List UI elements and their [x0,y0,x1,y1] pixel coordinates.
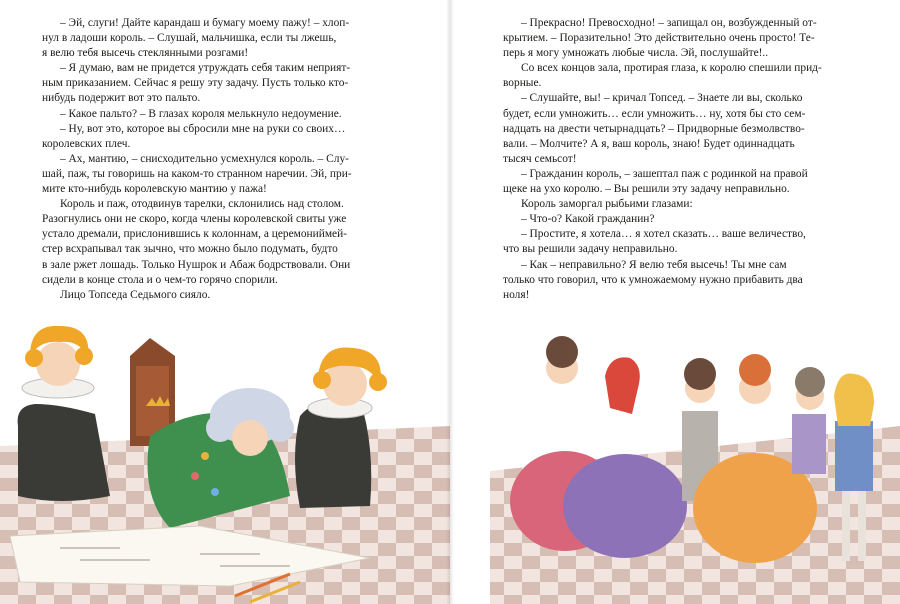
paragraph-line: что вы решили задачу неправильно. [503,243,678,256]
paragraph-line: я велю тебя высечь стеклянными розгами! [42,47,249,60]
right-paragraph-3 [503,91,877,166]
right-paragraph-1 [503,16,877,61]
paragraph-first-line: – Ах, мантию, – снисходительно усмехнулся король. – Слу- [60,152,349,165]
paragraph-first-line: Король и паж, отодвинув тарелки, склонились над столом. [60,198,344,211]
left-paragraph-6 [42,197,419,288]
left-paragraph-2 [42,61,419,106]
left-paragraph-1 [42,16,419,61]
paragraph-line: крытием. – Поразительно! Это действительно очень просто! Те- [503,32,815,45]
paragraph-line: устало дремали, прислонившись к колоннам, а церемониймей- [42,228,347,241]
paragraph-line: ным приказанием. Сейчас я решу эту задачу. Пусть только кто- [42,77,349,90]
left-text-column [42,16,419,303]
paragraph-first-line: – Я думаю, вам не придется утруждать себя таким неприят- [60,62,351,75]
page-boy-left [18,326,110,501]
paragraph-line: ноля! [503,288,530,301]
paragraph-line: королевских плеч. [42,137,131,150]
paragraph-line: сидели в конце стола и о чем-то горячо спорили. [42,273,278,286]
paragraph-line: нул в ладоши король. – Слушай, мальчишка, если ты лжешь, [42,32,337,45]
right-paragraph-2 [503,61,877,91]
left-paragraph-3 [42,107,419,122]
right-paragraph-6 [503,212,877,227]
paragraph-first-line: – Простите, я хотела… я хотел сказать… ваше величество, [521,228,806,241]
paragraph-line: будет, если умножить… если умножить… ну, хотя бы сто сем- [503,107,806,120]
paragraph-first-line: – Слушайте, вы! – кричал Топсед. – Знаете ли вы, сколько [521,92,803,105]
paragraph-line: надцать на двести четырнадцать? – Придворные безмолвство- [503,122,805,135]
book-gutter [446,0,454,604]
left-paragraph-4 [42,122,419,152]
right-text-column [503,16,877,303]
paragraph-first-line: Король заморгал рыбьими глазами: [521,198,693,211]
left-illustration-king-and-pages [0,296,450,604]
right-paragraph-5 [503,197,877,212]
paragraph-first-line: – Какое пальто? – В глазах короля мелькнуло недоумение. [60,107,342,120]
paragraph-line: ворные. [503,77,542,90]
paragraph-line: стер всхрапывал так зычно, что можно было подумать, будто [42,243,338,256]
paragraph-line: Разогнулись они не скоро, когда члены королевской свиты уже [42,213,347,226]
paragraph-first-line: – Эй, слуги! Дайте карандаш и бумагу моему пажу! – хлоп- [60,17,350,29]
right-illustration-courtiers [450,296,900,604]
paragraph-first-line: – Ну, вот это, которое вы сбросили мне на руки со своих… [60,122,346,135]
paragraph-line: перь я могу умножать любые числа. Эй, послушайте!.. [503,47,769,60]
paragraph-line: мите кто-нибудь королевскую мантию у пажа! [42,183,267,196]
paragraph-first-line: Со всех концов зала, протирая глаза, к королю спешили прид- [521,62,822,75]
paragraph-first-line: – Прекрасно! Превосходно! – запищал он, возбужденный от- [521,17,817,29]
right-paragraph-4 [503,167,877,197]
left-paragraph-5 [42,152,419,197]
paragraph-first-line: – Гражданин король, – зашептал паж с родинкой на правой [521,167,808,180]
paragraph-first-line: – Как – неправильно? Я велю тебя высечь! Ты мне сам [521,258,787,271]
paragraph-line: щеке на ухо королю. – Вы решили эту задачу неправильно. [503,183,790,196]
paragraph-line: в зале ржет лошадь. Только Нушрок и Абаж бодрствовали. Они [42,258,351,271]
paragraph-line: вали. – Молчите? А я, ваш король, знаю! Будет одиннадцать [503,137,795,150]
paragraph-line: только что говорил, что к умножаемому нужно прибавить два [503,273,803,286]
paragraph-line: шай, паж, ты говоришь на каком-то странном наречии. Эй, при- [42,167,352,180]
paragraph-first-line: Лицо Топседа Седьмого сияло. [60,288,211,301]
right-paragraph-7 [503,227,877,257]
paragraph-line: нибудь подержит вот это пальто. [42,92,201,105]
right-page [450,0,900,604]
paragraph-line: тысяч семьсот! [503,152,577,165]
paragraph-first-line: – Что-о? Какой гражданин? [521,213,655,226]
courtier-lilac [792,367,826,474]
